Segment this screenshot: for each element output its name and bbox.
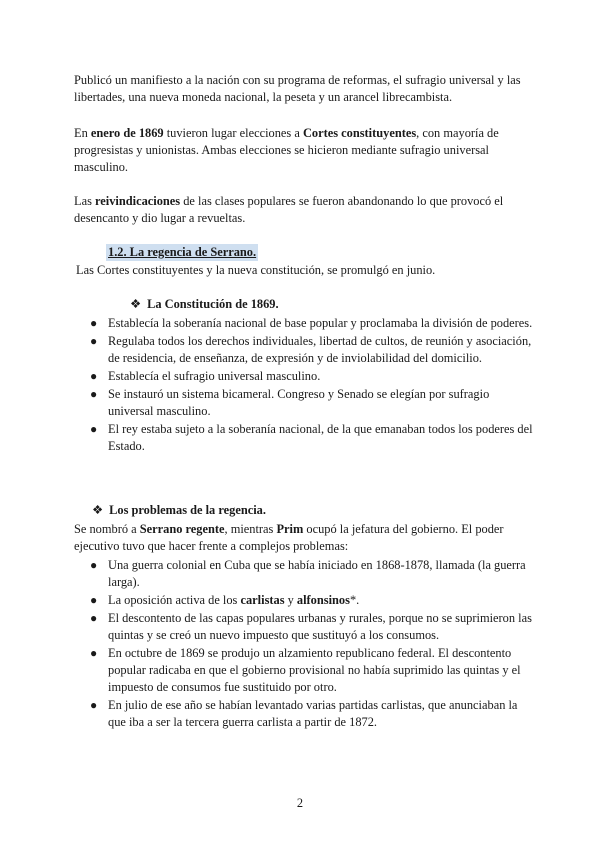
subheading-constitution: ❖ La Constitución de 1869. xyxy=(130,297,279,311)
bold-date: enero de 1869 xyxy=(90,126,164,140)
page-number: 2 xyxy=(296,796,304,810)
bullet-icon: ● xyxy=(90,646,98,660)
bullet-icon: ● xyxy=(90,369,98,383)
list-item: ● Una guerra colonial en Cuba que se había iniciado en 1868-1878, llamada (la guerra larga). xyxy=(90,558,526,589)
paragraph-manifesto: Publicó un manifiesto a la nación con su programa de reformas, el sufragio universal y las libertades, una nueva moneda nacional, la peseta y un arancel librecambista. xyxy=(74,73,521,104)
list-item: ● Se instauró un sistema bicameral. Congreso y Senado se elegían por sufragio universal masculino. xyxy=(90,387,490,418)
paragraph-regency: Se nombró a Serrano regente, mientras Prim ocupó la jefatura del gobierno. El poder ejecutivo tuvo que hacer frente a complejos problemas: xyxy=(74,522,504,553)
list-item: ● Regulaba todos los derechos individuales, libertad de cultos, de reunión y asociación, de residencia, de enseñanza, de expresión y de inviolabilidad del domicilio. xyxy=(90,334,532,365)
list-item: ● Establecía la soberanía nacional de base popular y proclamaba la división de poderes. xyxy=(90,316,533,330)
bold-cortes: Cortes constituyentes xyxy=(302,126,417,140)
bullet-icon: ● xyxy=(90,422,98,436)
bold-prim: Prim xyxy=(276,522,304,536)
constitution-list xyxy=(74,315,534,456)
subheading-problems: ❖ Los problemas de la regencia. xyxy=(92,503,266,517)
bold-demands: reivindicaciones xyxy=(95,194,181,208)
list-item: ● En octubre de 1869 se produjo un alzamiento republicano federal. El descontento popular radicaba en que el gobierno provisional no había suprimido las quintas y el impuesto de consumos fue sustituido por otro. xyxy=(90,646,521,694)
section-intro: Las Cortes constituyentes y la nueva constitución, se promulgó en junio. xyxy=(76,263,436,277)
bullet-icon: ● xyxy=(90,316,98,330)
bold-serrano: Serrano regente xyxy=(139,522,225,536)
problems-list xyxy=(74,557,534,732)
list-item: ● El descontento de las capas populares urbanas y rurales, porque no se suprimieron las quintas y se creó un nuevo impuesto que sustituyó a los consumos. xyxy=(90,611,532,642)
bullet-icon: ● xyxy=(90,611,98,625)
paragraph-elections: En enero de 1869 tuvieron lugar elecciones a Cortes constituyentes, con mayoría de progresistas y unionistas. Ambas elecciones se hicieron mediante sufragio universal masculino. xyxy=(74,126,499,174)
list-item: ● El rey estaba sujeto a la soberanía nacional, de la que emanaban todos los poderes del Estado. xyxy=(90,422,533,453)
section-heading: 1.2. La regencia de Serrano. xyxy=(108,245,257,259)
bullet-icon: ● xyxy=(90,334,98,348)
list-item: ● En julio de ese año se habían levantado varias partidas carlistas, que anunciaban la que iba a ser la tercera guerra carlista a partir de 1872. xyxy=(90,698,518,729)
diamond-bullet-icon: ❖ xyxy=(92,503,104,517)
list-item: ● Establecía el sufragio universal masculino. xyxy=(90,369,321,383)
diamond-bullet-icon: ❖ xyxy=(130,297,142,311)
bullet-icon: ● xyxy=(90,387,98,401)
bullet-icon: ● xyxy=(90,558,98,572)
list-item: ● La oposición activa de los carlistas y alfonsinos*. xyxy=(90,593,360,607)
paragraph-demands: Las reivindicaciones de las clases populares se fueron abandonando lo que provocó el desencanto y dio lugar a revueltas. xyxy=(74,194,504,225)
bullet-icon: ● xyxy=(90,593,98,607)
bullet-icon: ● xyxy=(90,698,98,712)
